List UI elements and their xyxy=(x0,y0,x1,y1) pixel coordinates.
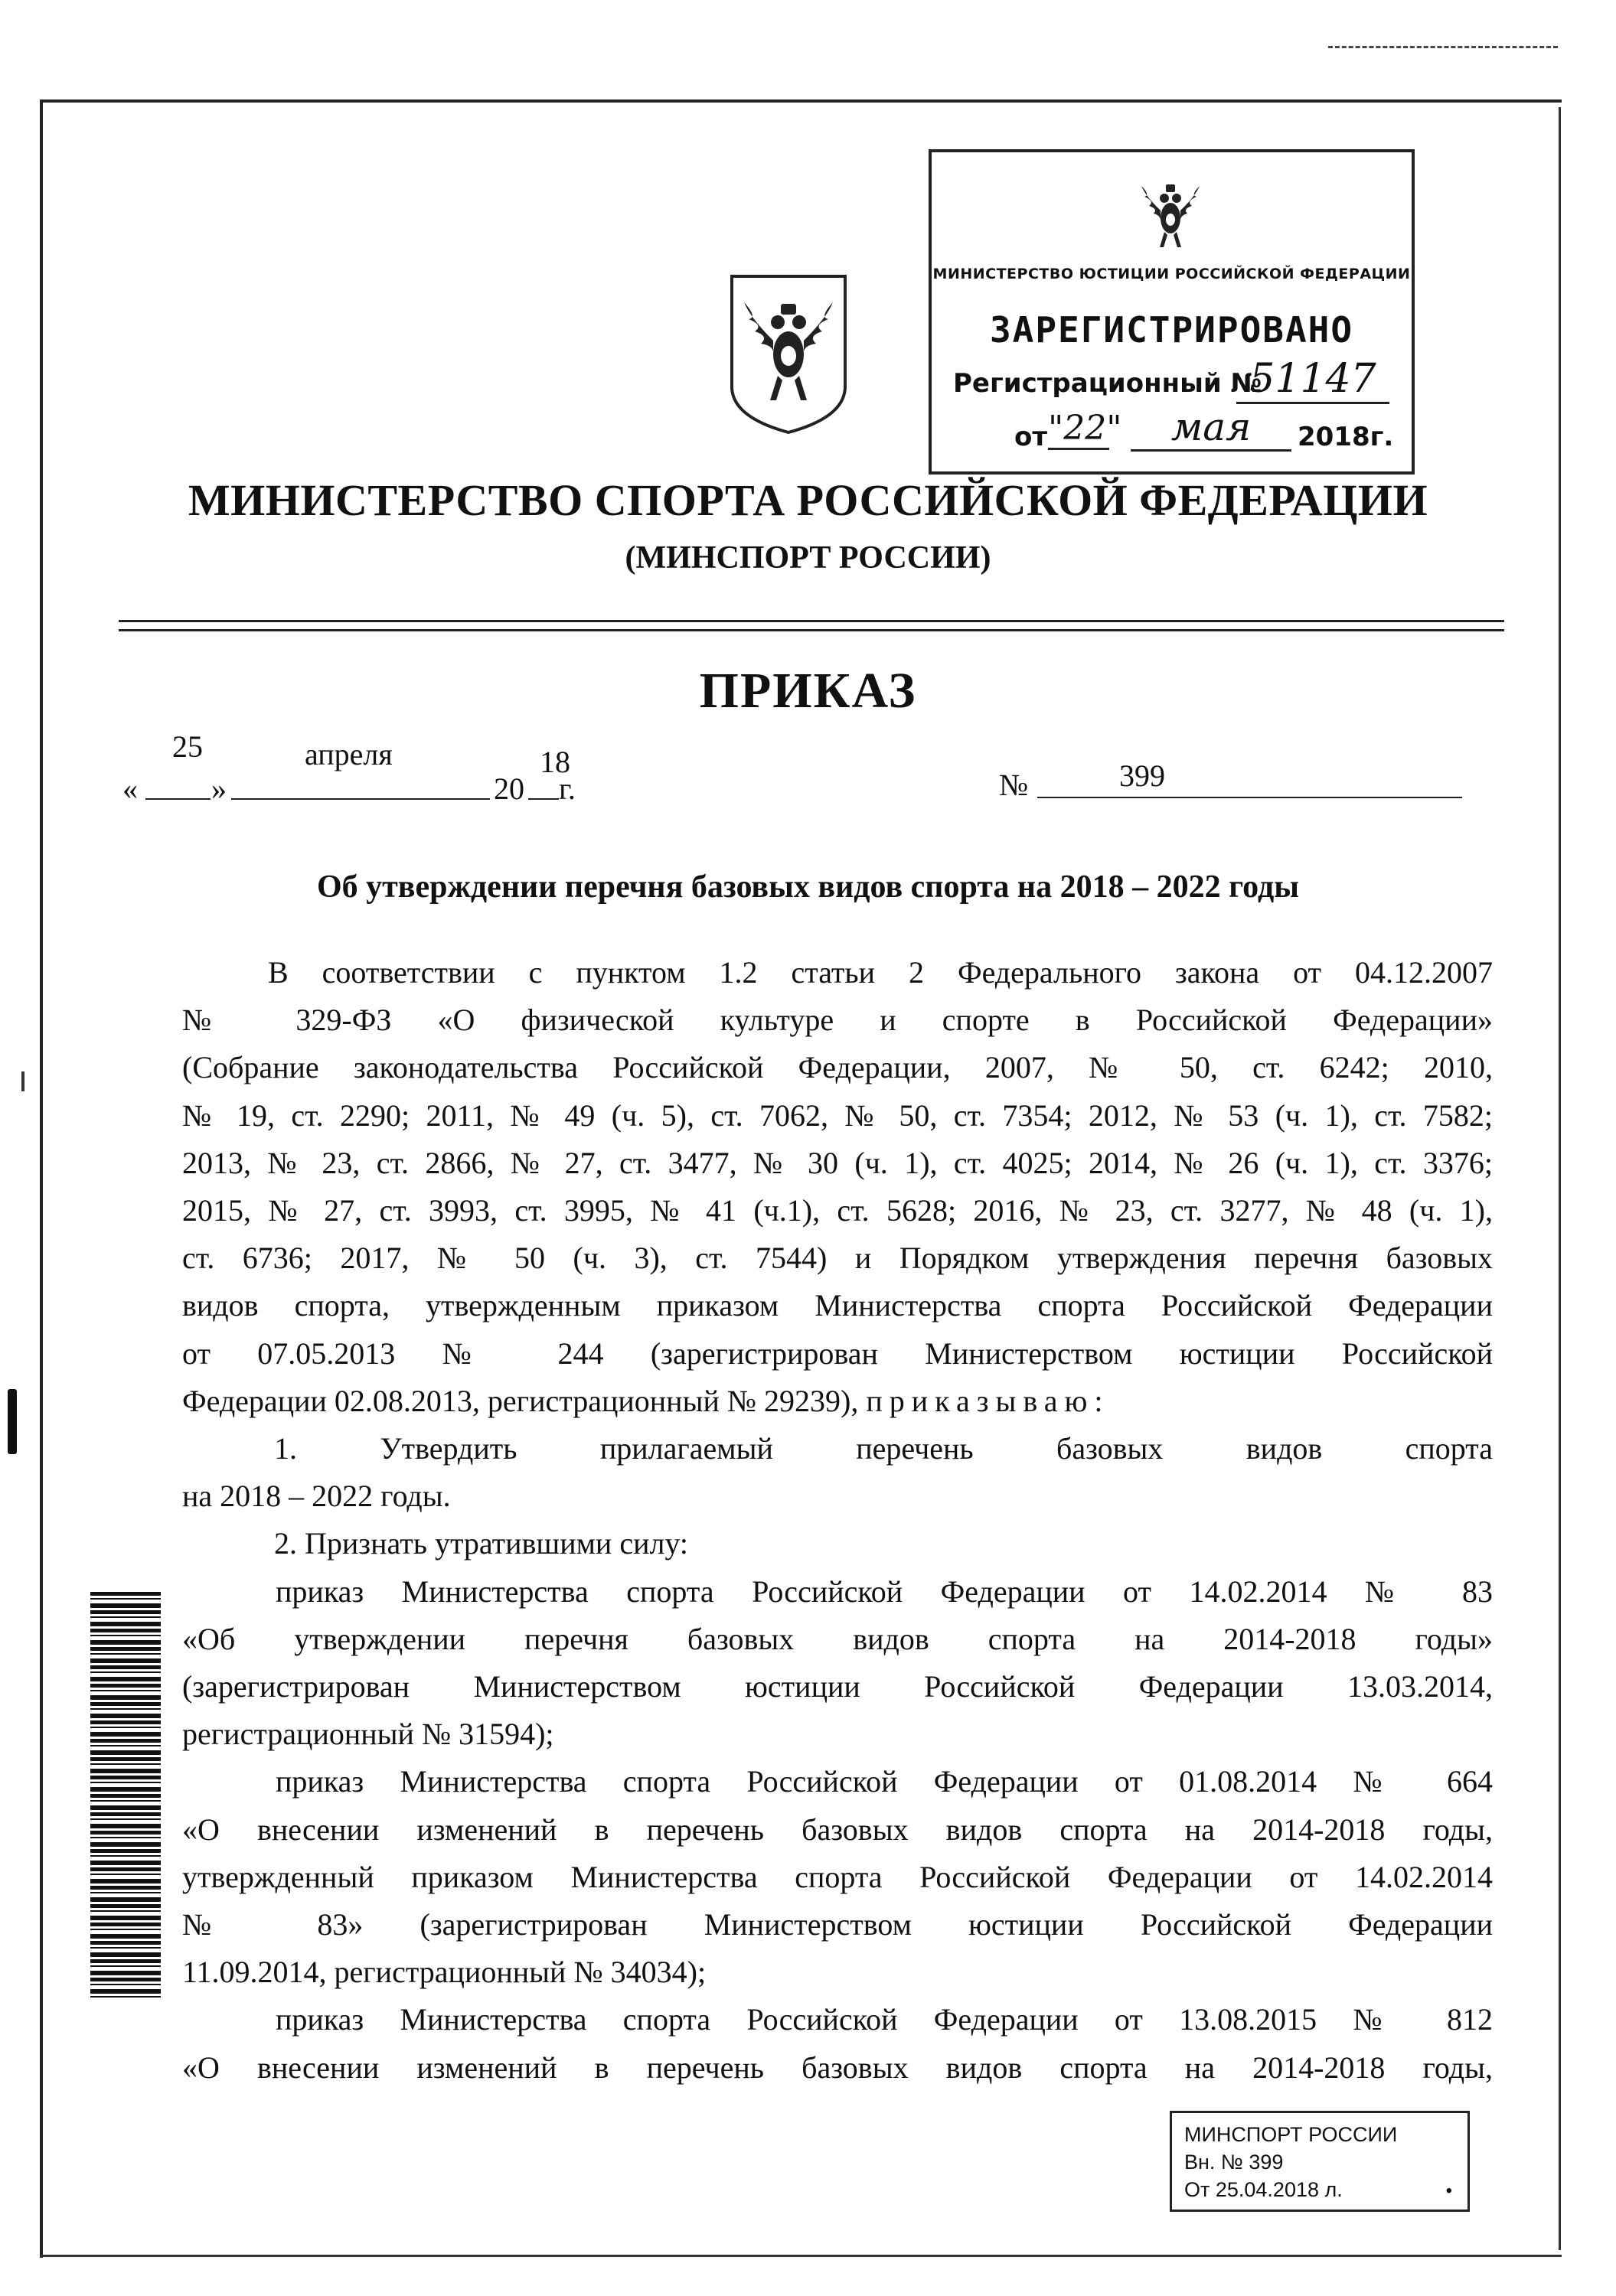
barcode xyxy=(90,1592,161,1998)
preamble-line: (Собрание законодательства Российской Федерации, 2007, № 50, ст. 6242; 2010, xyxy=(182,1050,1493,1085)
stamp-month: мая xyxy=(1131,405,1291,452)
registration-stamp xyxy=(929,149,1415,475)
stamp-ot-label: от xyxy=(1014,422,1048,452)
item-2-line: 2. Признать утратившими силу: xyxy=(274,1526,689,1561)
repeal-1-line: (зарегистрирован Министерством юстиции Российской Федерации 13.03.2014, xyxy=(182,1669,1493,1704)
repeal-1-line: «Об утверждении перечня базовых видов спорта на 2014-2018 годы» xyxy=(182,1621,1493,1656)
item-1-line: на 2018 – 2022 годы. xyxy=(182,1479,451,1514)
order-day: 25 xyxy=(172,729,203,764)
order-year-suffix: 18 xyxy=(540,745,570,779)
preamble-line: 2015, № 27, ст. 3993, ст. 3995, № 41 (ч.1), ст. 5628; 2016, № 23, ст. 3277, № 48 (ч. 1), xyxy=(182,1193,1493,1228)
year-underline xyxy=(528,798,559,800)
repeal-3-line: приказ Министерства спорта Российской Федерации от 13.08.2015 № 812 xyxy=(276,2002,1493,2037)
stamp-ministry-name: МИНИСТЕРСТВО ЮСТИЦИИ РОССИЙСКОЙ ФЕДЕРАЦИИ xyxy=(932,266,1411,282)
stamp-reg-label: Регистрационный № xyxy=(953,368,1262,399)
repeal-2-line: приказ Министерства спорта Российской Федерации от 01.08.2014 № 664 xyxy=(276,1764,1493,1799)
coat-of-arms-icon xyxy=(727,272,850,436)
scan-mark xyxy=(8,1389,17,1454)
preamble-line: № 19, ст. 2290; 2011, № 49 (ч. 5), ст. 7062, № 50, ст. 7354; 2012, № 53 (ч. 1), ст. 7582; xyxy=(182,1097,1493,1133)
order-number: 399 xyxy=(1119,758,1165,793)
ministry-short-name: (МИНСПОРТ РОССИИ) xyxy=(625,540,991,576)
preamble-line xyxy=(182,1378,1493,1425)
repeal-2-line: 11.09.2014, регистрационный № 34034); xyxy=(182,1955,707,1990)
page-frame-left xyxy=(40,99,43,2258)
repeal-2-line: № 83» (зарегистрирован Министерством юстиции Российской Федерации xyxy=(182,1907,1493,1942)
inbox-stamp xyxy=(1170,2111,1470,2212)
scan-edge-marks xyxy=(1328,46,1558,48)
preamble xyxy=(182,949,1493,2092)
month-underline xyxy=(231,798,490,800)
preamble-line: от 07.05.2013 № 244 (зарегистрирован Министерством юстиции Российской xyxy=(182,1336,1493,1371)
stamp-day: "22" xyxy=(1048,409,1109,450)
preamble-line: 2013, № 23, ст. 2866, № 27, ст. 3477, № 30 (ч. 1), ст. 4025; 2014, № 26 (ч. 1), ст. 3376; xyxy=(182,1145,1493,1180)
inbox-date: От 25.04.2018 л. xyxy=(1184,2178,1343,2201)
scan-mark xyxy=(21,1071,24,1091)
day-underline xyxy=(145,798,211,800)
order-year-abbr: г. xyxy=(559,771,576,806)
stamp-year: 2018г. xyxy=(1298,422,1394,452)
repeal-2-line: «О внесении изменений в перечень базовых видов спорта на 2014-2018 годы, xyxy=(182,1812,1493,1847)
preamble-last-line: Федерации 02.08.2013, регистрационный № 29239), xyxy=(182,1383,859,1418)
number-underline xyxy=(1037,797,1462,798)
document-subject: Об утверждении перечня базовых видов спорта на 2018 – 2022 годы xyxy=(317,869,1299,905)
repeal-2-line: утвержденный приказом Министерства спорта Российской Федерации от 14.02.2014 xyxy=(182,1859,1493,1894)
repeal-1-line: регистрационный № 31594); xyxy=(182,1717,554,1752)
stamp-eagle-icon xyxy=(1132,168,1209,256)
ministry-title: МИНИСТЕРСТВО СПОРТА РОССИЙСКОЙ ФЕДЕРАЦИИ xyxy=(188,475,1428,525)
order-word: приказываю: xyxy=(866,1383,1110,1418)
repeal-1-line: приказ Министерства спорта Российской Федерации от 14.02.2014 № 83 xyxy=(276,1574,1493,1609)
preamble-line: видов спорта, утвержденным приказом Министерства спорта Российской Федерации xyxy=(182,1288,1493,1323)
inbox-ministry: МИНСПОРТ РОССИИ xyxy=(1184,2123,1398,2146)
preamble-line: ст. 6736; 2017, № 50 (ч. 3), ст. 7544) и Порядком утверждения перечня базовых xyxy=(182,1241,1493,1276)
stamp-reg-number: 51147 xyxy=(1236,356,1389,404)
page-frame-bottom xyxy=(40,2255,1562,2257)
page-frame-top xyxy=(40,99,1562,103)
inbox-number: Вн. № 399 xyxy=(1184,2151,1284,2174)
order-year-prefix: 20 xyxy=(494,771,524,806)
order-close-quote: » xyxy=(211,771,227,806)
item-1-line: 1. Утвердить прилагаемый перечень базовых видов спорта xyxy=(274,1431,1493,1466)
preamble-line: № 329-ФЗ «О физической культуре и спорте в Российской Федерации» xyxy=(182,1003,1493,1038)
page-frame-right xyxy=(1559,107,1561,2250)
page-title: ПРИКАЗ xyxy=(699,663,917,719)
header-rule xyxy=(119,629,1504,631)
repeal-3-line: «О внесении изменений в перечень базовых видов спорта на 2014-2018 годы, xyxy=(182,2050,1493,2085)
order-month: апреля xyxy=(305,737,393,771)
stamp-registered-label: ЗАРЕГИСТРИРОВАНО xyxy=(989,309,1354,351)
order-number-label: № xyxy=(999,768,1029,802)
order-open-quote: « xyxy=(122,771,138,806)
inbox-dot: • xyxy=(1445,2180,1452,2201)
preamble-line: В соответствии с пунктом 1.2 статьи 2 Федерального закона от 04.12.2007 xyxy=(268,955,1493,990)
header-rule xyxy=(119,620,1504,622)
